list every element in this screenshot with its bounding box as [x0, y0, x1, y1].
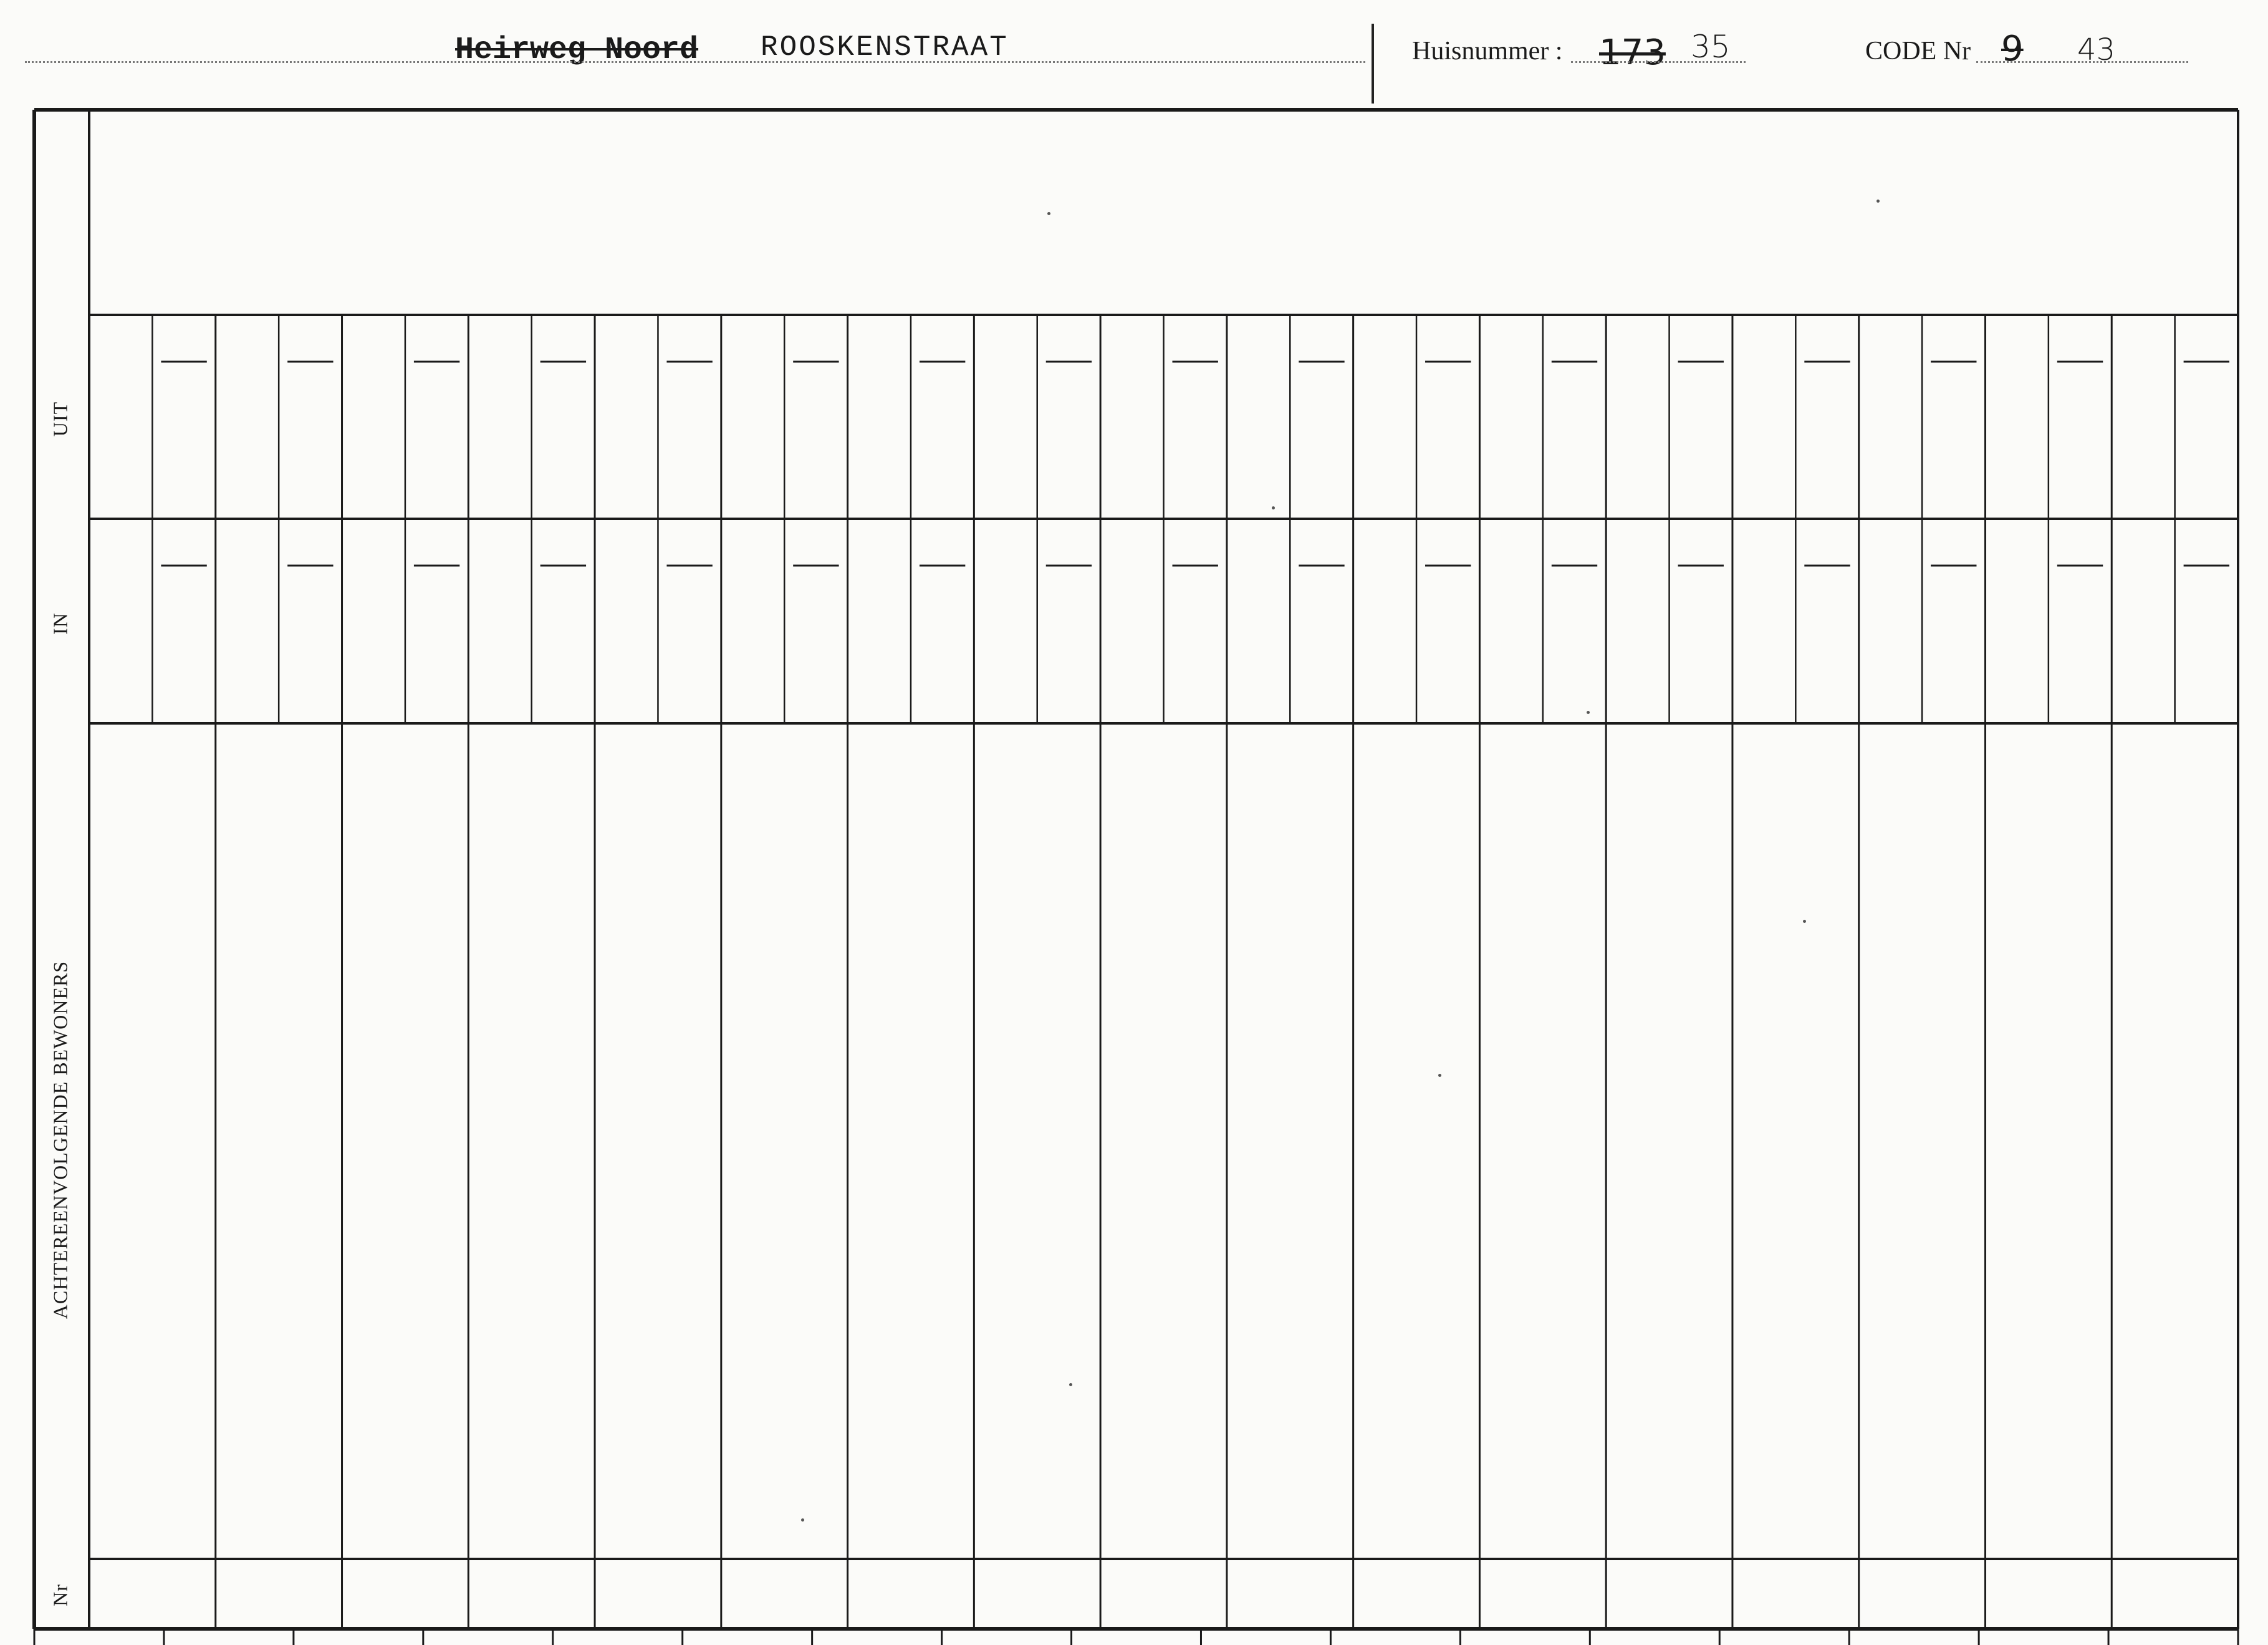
grid-lines: [34, 110, 2238, 1645]
row-label-nr: Nr: [49, 1584, 72, 1606]
scan-speck: [1803, 920, 1806, 923]
street-name: ROOSKENSTRAAT: [761, 31, 1009, 64]
house-number-old: 173: [1599, 32, 1666, 73]
scan-speck: [801, 1518, 804, 1522]
row-label-residents: ACHTEREENVOLGENDE BEWONERS: [49, 960, 72, 1319]
scan-speck: [1272, 506, 1275, 509]
house-number-label: Huisnummer :: [1412, 37, 1563, 65]
scan-speck: [1876, 200, 1880, 203]
code-old: 9: [2001, 29, 2024, 69]
code-new: 43: [2077, 32, 2116, 67]
house-number-new: 35: [1691, 29, 1731, 65]
row-label-uit: UIT: [49, 401, 72, 437]
grid-dashes: [161, 362, 2229, 566]
scan-speck: [1587, 711, 1590, 714]
scan-speck: [1047, 212, 1050, 215]
code-label: CODE Nr: [1865, 37, 1971, 65]
row-label-in: IN: [49, 612, 72, 635]
scan-speck: [1069, 1383, 1072, 1386]
old-street-name: Heirweg Noord: [455, 32, 699, 68]
scan-speck: [1438, 1074, 1441, 1077]
